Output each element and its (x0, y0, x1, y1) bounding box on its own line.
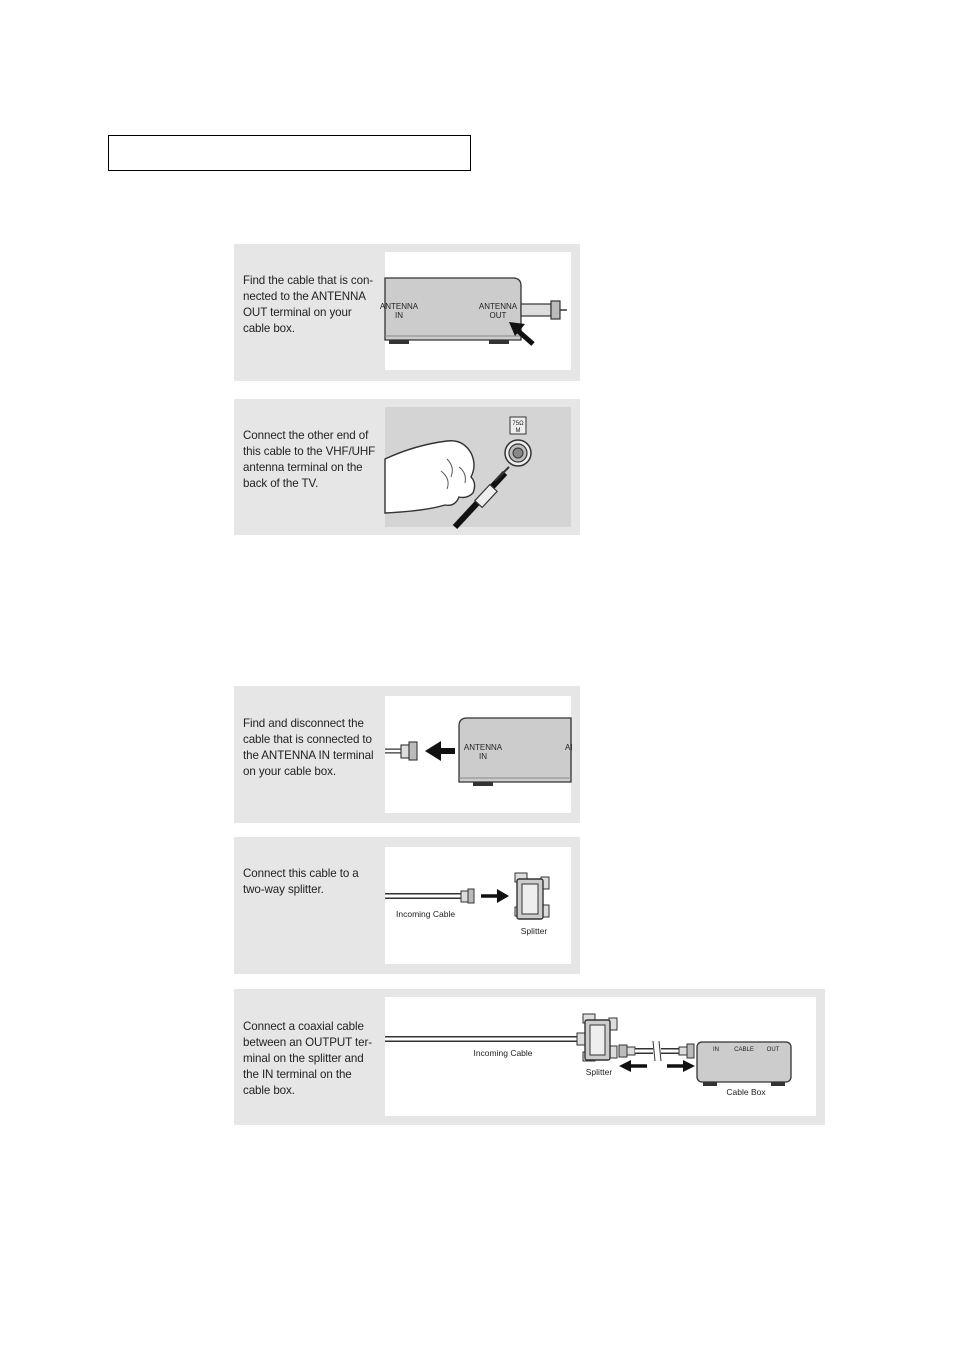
cable-box-cable-label: CABLE (734, 1047, 754, 1053)
incoming-cable-label: Incoming Cable (396, 909, 456, 919)
antenna-in-label-2: IN (479, 752, 487, 761)
step-4-illustration (385, 847, 571, 964)
splitter-label: Splitter (585, 1067, 613, 1077)
step-3-panel (234, 686, 580, 823)
cable-box-label: Cable Box (726, 1087, 766, 1097)
step-5-text: Connect a coaxial cable between an OUTPUT ter-minal on the splitter and the IN terminal on the cable box. (243, 1020, 373, 1097)
step-1-illustration (379, 252, 571, 370)
antenna-in-label-1: ANTENNA (379, 302, 419, 311)
antenna-terminal (505, 440, 531, 466)
antenna-out-label-cut: AI (565, 743, 573, 752)
splitter-label: Splitter (520, 926, 548, 936)
section-title-box (108, 135, 471, 171)
antenna-out-label-1: ANTENNA (478, 302, 518, 311)
step-2-panel (234, 399, 580, 535)
hand-illustration (385, 441, 475, 513)
step-1-text: Find the cable that is con-nected to the ANTENNA OUT terminal on your cable box. (243, 274, 374, 335)
right-arrow-icon (481, 889, 509, 903)
step-2-illustration (385, 407, 571, 527)
step-4-panel (234, 837, 580, 974)
step-5-panel (234, 989, 825, 1125)
step-2-text: Connect the other end of this cable to the VHF/UHF antenna terminal on the back of the TV. (243, 429, 376, 490)
step-1-panel (234, 244, 580, 381)
step-5-illustration (385, 997, 816, 1116)
left-arrow-icon (619, 1060, 647, 1072)
incoming-cable-label: Incoming Cable (473, 1048, 533, 1058)
coax-connector (521, 304, 551, 316)
cable-box-out-label: OUT (766, 1047, 780, 1053)
antenna-in-label-2: IN (395, 311, 403, 320)
step-3-text: Find and disconnect the cable that is connected to the ANTENNA IN terminal on your cable box. (243, 717, 374, 778)
two-way-splitter (583, 1014, 617, 1061)
step-3-illustration (385, 696, 571, 813)
antenna-in-label-1: ANTENNA (463, 743, 503, 752)
coax-connector (385, 742, 417, 760)
ohm-label-1: 75Ω (512, 421, 524, 427)
cable-box-in-label: IN (713, 1047, 719, 1053)
two-way-splitter (515, 873, 549, 919)
step-4-text: Connect this cable to a two-way splitter. (243, 867, 359, 896)
right-arrow-icon (667, 1060, 695, 1072)
incoming-cable (385, 1033, 585, 1045)
ohm-label-2: M (515, 428, 521, 434)
incoming-cable (385, 889, 474, 903)
left-arrow-icon (425, 741, 455, 761)
coax-cable (619, 1041, 694, 1061)
antenna-out-label-2: OUT (489, 311, 507, 320)
